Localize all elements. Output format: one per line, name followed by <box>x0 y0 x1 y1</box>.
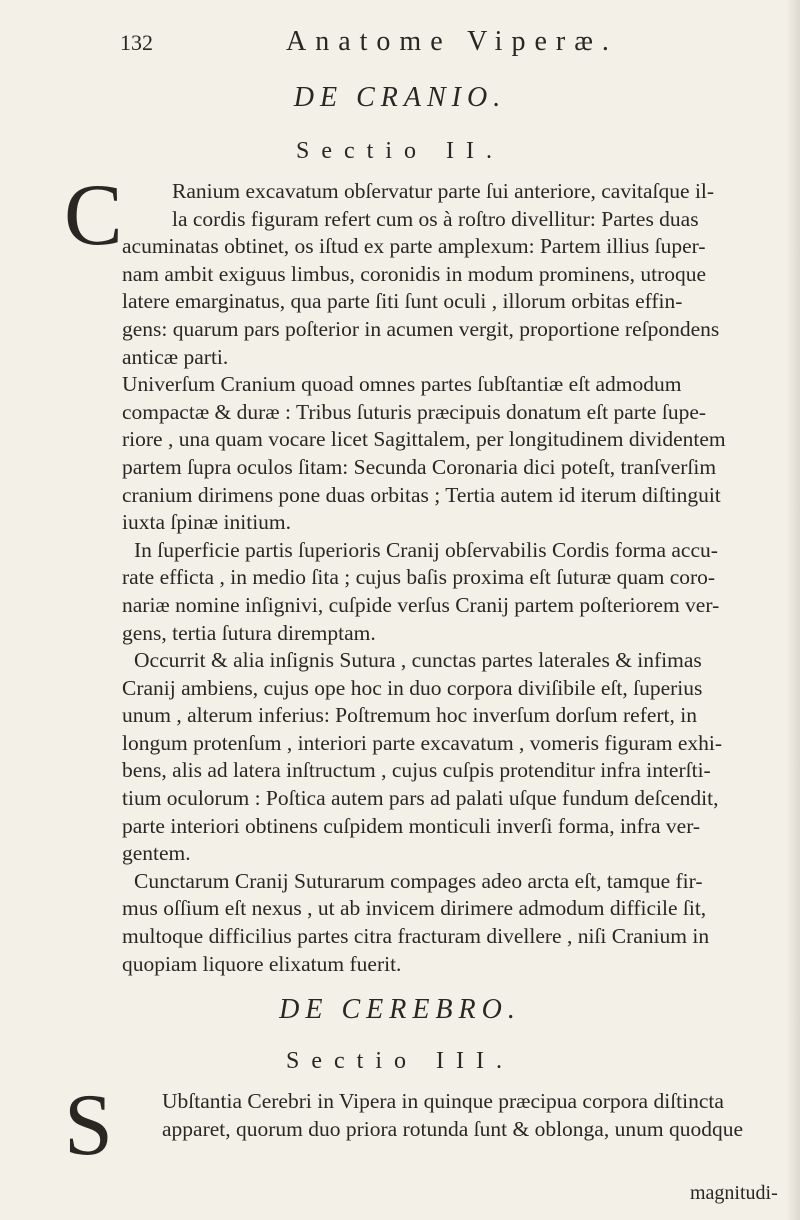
running-head: Anatome Viperæ. <box>286 26 618 57</box>
text-line: latere emarginatus, qua parte ſiti ſunt oculi , illorum orbitas effin- <box>122 289 683 314</box>
text-line: la cordis figuram refert cum os à roſtro divellitur: Partes duas <box>172 206 699 231</box>
text-line: riore , una quam vocare licet Sagittalem, per longitudinem dividentem <box>122 427 726 452</box>
text-line: gens: quarum pars poſterior in acumen vergit, proportione reſpondens <box>122 316 720 341</box>
page-number: 132 <box>120 30 153 55</box>
section-title-cerebro: DE CEREBRO. <box>279 994 521 1025</box>
section-label-iii: Sectio III. <box>286 1048 514 1074</box>
text-line: nariæ nomine inſignivi, cuſpide verſus Cranij partem poſteriorem ver- <box>122 592 720 617</box>
text-line: compactæ & duræ : Tribus ſuturis præcipuis donatum eſt parte ſupe- <box>122 399 707 424</box>
text-line: quopiam liquore elixatum fuerit. <box>122 951 402 976</box>
drop-cap-c: C <box>64 167 123 264</box>
text-line: parte interiori obtinens cuſpidem monticuli inverſi forma, infra ver- <box>122 813 701 838</box>
page-header <box>0 26 800 66</box>
text-line: apparet, quorum duo priora rotunda ſunt & oblonga, unum quodque <box>162 1116 743 1141</box>
text-line: Cunctarum Cranij Suturarum compages adeo arcta eſt, tamque fir- <box>134 868 703 893</box>
text-line: Univerſum Cranium quoad omnes partes ſubſtantiæ eſt admodum <box>122 372 682 397</box>
text-line: anticæ parti. <box>122 344 229 369</box>
text-line: Ranium excavatum obſervatur parte ſui anteriore, cavitaſque il- <box>172 179 715 203</box>
section-title-cranio: DE CRANIO. <box>293 82 507 113</box>
text-line: nam ambit exiguus limbus, coronidis in modum prominens, utroque <box>122 261 707 286</box>
text-line: mus oſſium eſt nexus , ut ab invicem dirimere admodum difficile ſit, <box>122 896 707 921</box>
text-line: partem ſupra oculos ſitam: Secunda Coronaria dici poteſt, tranſverſim <box>122 454 717 479</box>
section-body-cranio <box>122 178 772 978</box>
text-line: tium oculorum : Poſtica autem pars ad palati uſque fundum deſcendit, <box>122 786 719 811</box>
text-line: rate efficta , in medio ſita ; cujus baſis proxima eſt ſuturæ quam coro- <box>122 565 716 590</box>
text-line: bens, alis ad latera inſtructum , cujus cuſpis protenditur infra interſti- <box>122 758 711 783</box>
text-line: unum , alterum inferius: Poſtremum hoc inverſum dorſum refert, in <box>122 703 697 728</box>
text-line: Ubſtantia Cerebri in Vipera in quinque præcipua corpora diſtincta <box>162 1089 724 1113</box>
text-line: iuxta ſpinæ initium. <box>122 510 292 535</box>
text-line: acuminatas obtinet, os iſtud ex parte amplexum: Partem illius ſuper- <box>122 234 706 259</box>
text-line: longum protenſum , interiori parte excavatum , vomeris figuram exhi- <box>122 730 723 755</box>
section-label-ii: Sectio II. <box>296 138 504 164</box>
catchword: magnitudi- <box>690 1182 778 1204</box>
text-line: Occurrit & alia inſignis Sutura , cunctas partes laterales & infimas <box>134 648 702 673</box>
text-line: gens, tertia ſutura diremptam. <box>122 620 376 645</box>
section-body-cerebro <box>122 1088 772 1143</box>
page-edge-shadow <box>786 0 800 1220</box>
text-line: cranium dirimens pone duas orbitas ; Tertia autem id iterum diſtinguit <box>122 482 721 507</box>
text-line: multoque difficilius partes citra fracturam divellere , niſi Cranium in <box>122 924 710 949</box>
drop-cap-s: S <box>64 1077 113 1174</box>
text-line: In ſuperficie partis ſuperioris Cranij obſervabilis Cordis forma accu- <box>134 537 718 562</box>
text-line: Cranij ambiens, cujus ope hoc in duo corpora diviſibile eſt, ſuperius <box>122 675 703 700</box>
text-line: gentem. <box>122 841 191 866</box>
